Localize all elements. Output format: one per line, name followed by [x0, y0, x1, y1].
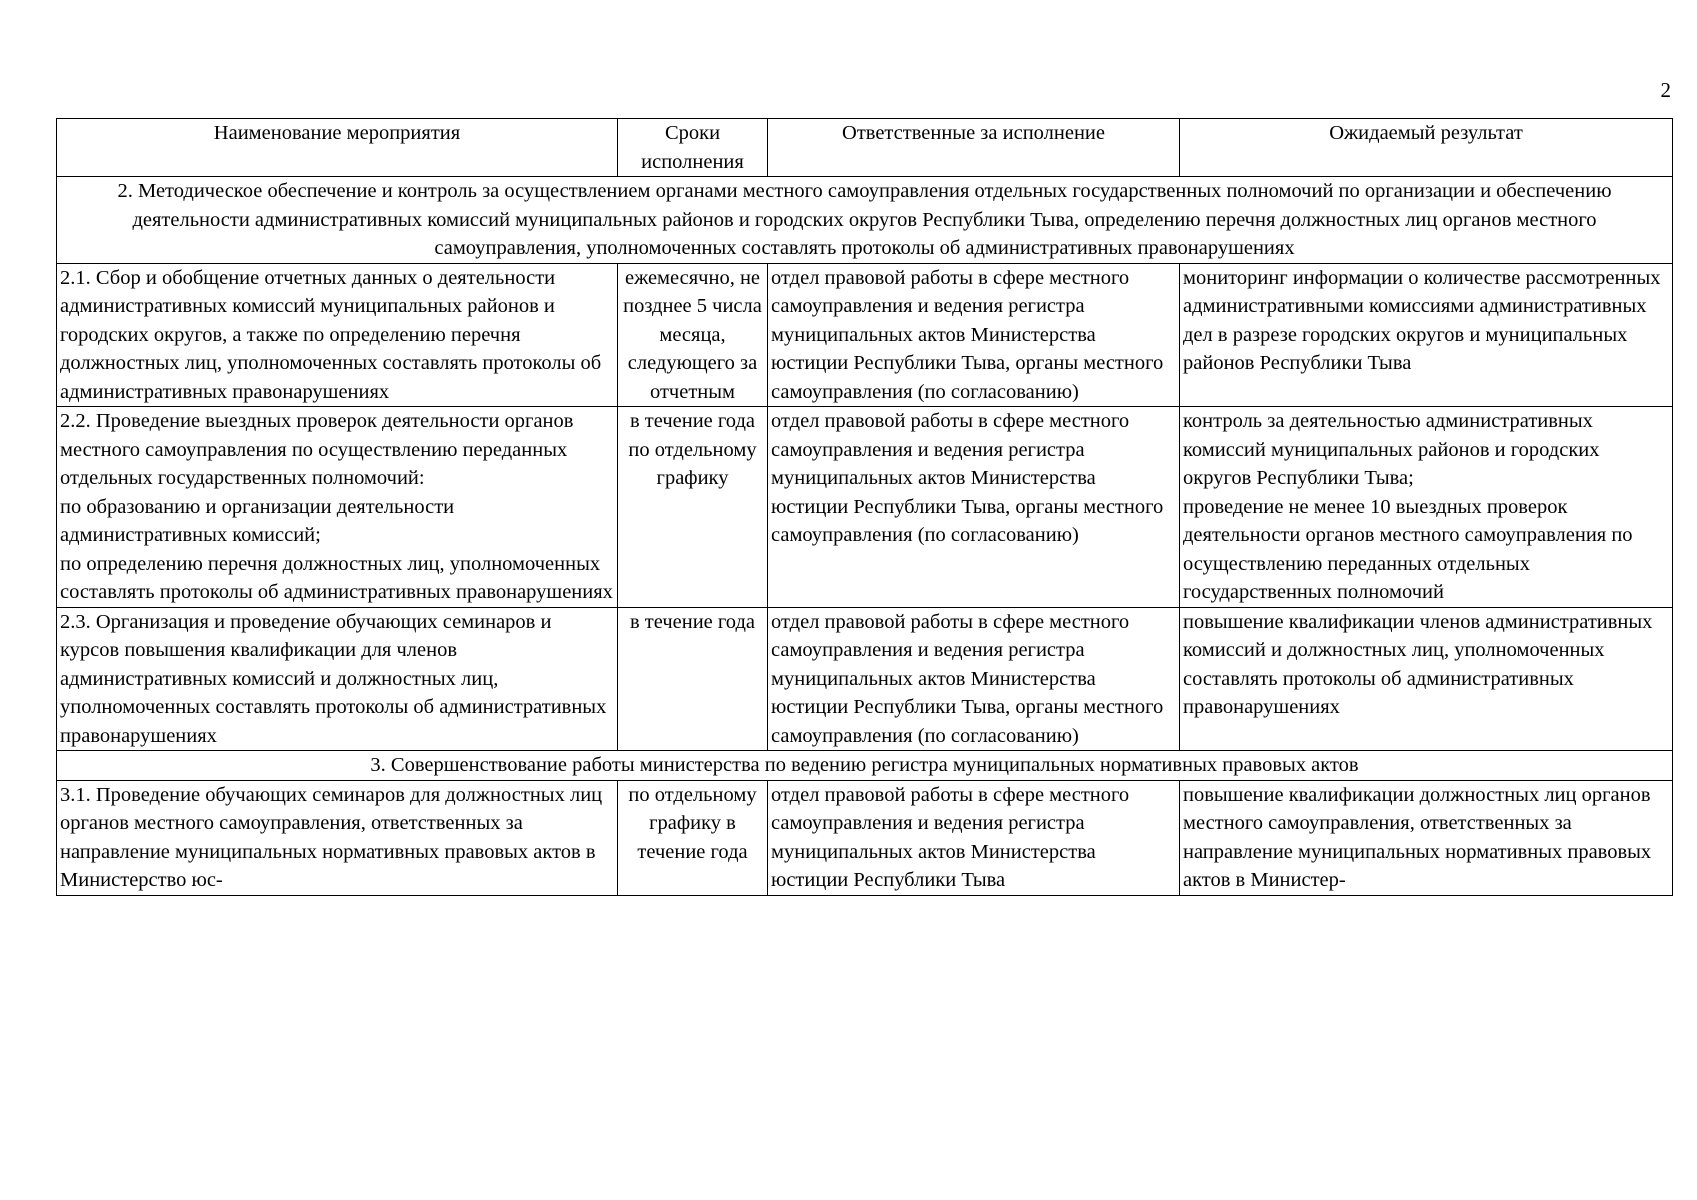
action-plan-table [56, 118, 1673, 896]
page-number: 2 [1660, 78, 1671, 102]
row-2-1-result: мониторинг информации о количестве рассмотренных административными комиссиями административных дел в разрезе городских округов и муниципальных районов Республики Тыва [1180, 263, 1673, 407]
row-2-1-name: 2.1. Сбор и обобщение отчетных данных о деятельности административных комиссий муниципальных районов и городских округов, а также по определению перечня должностных лиц, уполномоченных составлять протоколы об административных правонарушениях [57, 263, 618, 407]
row-2-1-term: ежемесячно, не позднее 5 числа месяца, следующего за отчетным [618, 263, 768, 407]
row-3-1-name: 3.1. Проведение обучающих семинаров для должностных лиц органов местного самоуправления, ответственных за направление муниципальных нормативных правовых актов в Министерство юс- [57, 780, 618, 895]
row-2-2-result [1180, 407, 1673, 608]
section-2-title: 2. Методическое обеспечение и контроль за осуществлением органами местного самоуправления отдельных государственных полномочий по организации и обеспечению деятельности административных комиссий муниципальных районов и городских округов Республики Тыва, определению перечня должностных лиц органов местного самоуправления, уполномоченных составлять протоколы об административных правонарушениях [57, 177, 1673, 264]
row-2-2-result-part-2: проведение не менее 10 выездных проверок деятельности органов местного самоуправления по осуществлению переданных отдельных государственных полномочий [1183, 495, 1633, 603]
table-row [57, 263, 1673, 407]
header-responsible: Ответственные за исполнение [768, 119, 1180, 177]
row-2-3-responsible: отдел правовой работы в сфере местного самоуправления и ведения регистра муниципальных актов Министерства юстиции Республики Тыва, органы местного самоуправления (по согласованию) [768, 607, 1180, 751]
row-2-2-name-item-1: по образованию и организации деятельности административных комиссий; [60, 495, 455, 546]
header-deadlines: Сроки исполнения [618, 119, 768, 177]
row-3-1-responsible: отдел правовой работы в сфере местного самоуправления и ведения регистра муниципальных актов Министерства юстиции Республики Тыва [768, 780, 1180, 895]
table-header-row [57, 119, 1673, 177]
table-row [57, 780, 1673, 895]
row-2-2-responsible: отдел правовой работы в сфере местного самоуправления и ведения регистра муниципальных актов Министерства юстиции Республики Тыва, органы местного самоуправления (по согласованию) [768, 407, 1180, 608]
row-2-2-term: в течение года по отдельному графику [618, 407, 768, 608]
row-2-2-name-item-2: по определению перечня должностных лиц, уполномоченных составлять протоколы об административных правонарушениях [60, 552, 613, 603]
section-heading-row [57, 177, 1673, 264]
header-expected-result: Ожидаемый результат [1180, 119, 1673, 177]
section-3-title: 3. Совершенствование работы министерства по ведению регистра муниципальных нормативных правовых актов [57, 751, 1673, 781]
row-2-2-result-part-1: контроль за деятельностью административных комиссий муниципальных районов и городских округов Республики Тыва; [1183, 410, 1600, 489]
table-row [57, 407, 1673, 608]
table-row [57, 607, 1673, 751]
row-2-2-name-intro: 2.2. Проведение выездных проверок деятельности органов местного самоуправления по осуществлению переданных отдельных государственных полномочий: [60, 410, 574, 489]
row-2-3-result: повышение квалификации членов административных комиссий и должностных лиц, уполномоченных составлять протоколы об административных правонарушениях [1180, 607, 1673, 751]
section-heading-row [57, 751, 1673, 781]
row-2-2-name [57, 407, 618, 608]
header-activity-name: Наименование мероприятия [57, 119, 618, 177]
row-3-1-result: повышение квалификации должностных лиц органов местного самоуправления, ответственных за направление муниципальных нормативных правовых актов в Министер- [1180, 780, 1673, 895]
row-2-3-name: 2.3. Организация и проведение обучающих семинаров и курсов повышения квалификации для членов административных комиссий и должностных лиц, уполномоченных составлять протоколы об административных правонарушениях [57, 607, 618, 751]
row-3-1-term: по отдельному графику в течение года [618, 780, 768, 895]
row-2-3-term: в течение года [618, 607, 768, 751]
row-2-1-responsible: отдел правовой работы в сфере местного самоуправления и ведения регистра муниципальных актов Министерства юстиции Республики Тыва, органы местного самоуправления (по согласованию) [768, 263, 1180, 407]
